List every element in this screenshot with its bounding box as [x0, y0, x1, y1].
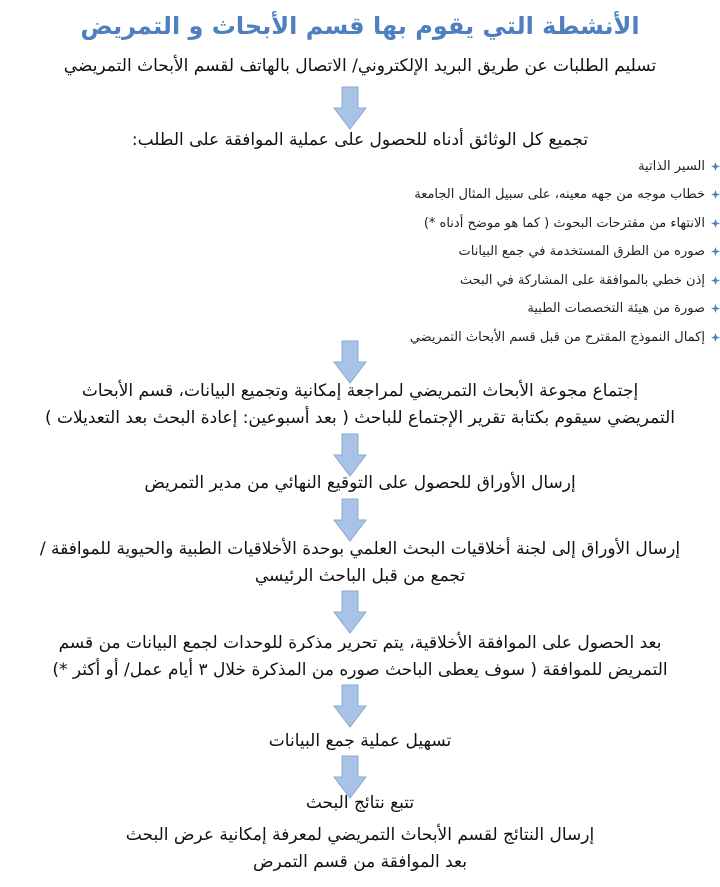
list-item: [20, 209, 720, 238]
list-item: [20, 323, 720, 352]
step-collect-documents-heading: تجميع كل الوثائق أدناه للحصول على عملية الموافقة على الطلب:: [131, 130, 589, 150]
step-final-signature: إرسال الأوراق للحصول على التوقيع النهائي من مدير التمريض: [144, 473, 576, 493]
down-arrow-icon: [333, 86, 367, 130]
document-label: خطاب موجه من جهه معينه، على سبيل المثال الجامعة: [414, 187, 705, 203]
step-send-results: [20, 822, 700, 876]
list-item: [20, 266, 720, 295]
document-label: صوره من الطرق المستخدمة في جمع البيانات: [458, 244, 705, 260]
bullet-icon: [711, 219, 720, 228]
list-item: [20, 152, 720, 181]
down-arrow-icon: [333, 590, 367, 634]
step-submit-requests: تسليم الطلبات عن طريق البريد الإلكتروني/ الاتصال بالهاتف لقسم الأبحاث التمريضي: [63, 56, 657, 76]
document-label: السير الذاتية: [638, 158, 705, 174]
list-item: [20, 295, 720, 324]
step-ethical-approval-memo: [20, 630, 700, 684]
step-line: تجمع من قبل الباحث الرئيسي: [254, 566, 466, 586]
bullet-icon: [711, 333, 720, 342]
step-track-results: تتبع نتائج البحث: [305, 793, 415, 813]
step-line: التمريضي سيقوم بكتابة تقرير الإجتماع للباحث ( بعد أسبوعين: إعادة البحث بعد التعديلات ): [44, 408, 676, 428]
step-line: إرسال النتائج لقسم الأبحاث التمريضي لمعرفة إمكانية عرض البحث: [125, 825, 595, 845]
step-line: إجتماع مجوعة الأبحاث التمريضي لمراجعة إمكانية وتجميع البيانات، قسم الأبحاث: [81, 381, 639, 401]
bullet-icon: [711, 247, 720, 256]
step-line: بعد الموافقة من قسم التمرض: [253, 852, 467, 872]
bullet-icon: [711, 162, 720, 171]
bullet-icon: [711, 276, 720, 285]
list-item: [20, 181, 720, 210]
page-title: الأنشطة التي يقوم بها قسم الأبحاث و التمريض: [80, 12, 640, 40]
step-line: إرسال الأوراق إلى لجنة أخلاقيات البحث العلمي بوحدة الأخلاقيات الطبية والحيوية للموافقة /: [39, 539, 681, 559]
documents-list: [20, 152, 720, 352]
step-facilitate-data-collection: تسهيل عملية جمع البيانات: [268, 731, 452, 751]
step-line: التمريض للموافقة ( سوف يعطى الباحث صوره من المذكرة خلال ٣ أيام عمل/ أو أكثر *): [52, 660, 668, 680]
document-label: الانتهاء من مقترحات البحوث ( كما هو موضح أدناه *): [423, 215, 705, 231]
document-label: صورة من هيئة التخصصات الطبية: [527, 301, 705, 317]
step-research-group-meeting: [20, 378, 700, 432]
step-line: بعد الحصول على الموافقة الأخلاقية، يتم تحرير مذكرة للوحدات لجمع البيانات من قسم: [58, 633, 662, 653]
document-label: إكمال النموذج المقترح من قبل قسم الأبحاث التمريضي: [409, 329, 705, 345]
bullet-icon: [711, 190, 720, 199]
list-item: [20, 238, 720, 267]
document-label: إذن خطي بالموافقة على المشاركة في البحث: [459, 272, 705, 288]
bullet-icon: [711, 304, 720, 313]
step-ethics-committee: [20, 536, 700, 590]
down-arrow-icon: [333, 684, 367, 728]
